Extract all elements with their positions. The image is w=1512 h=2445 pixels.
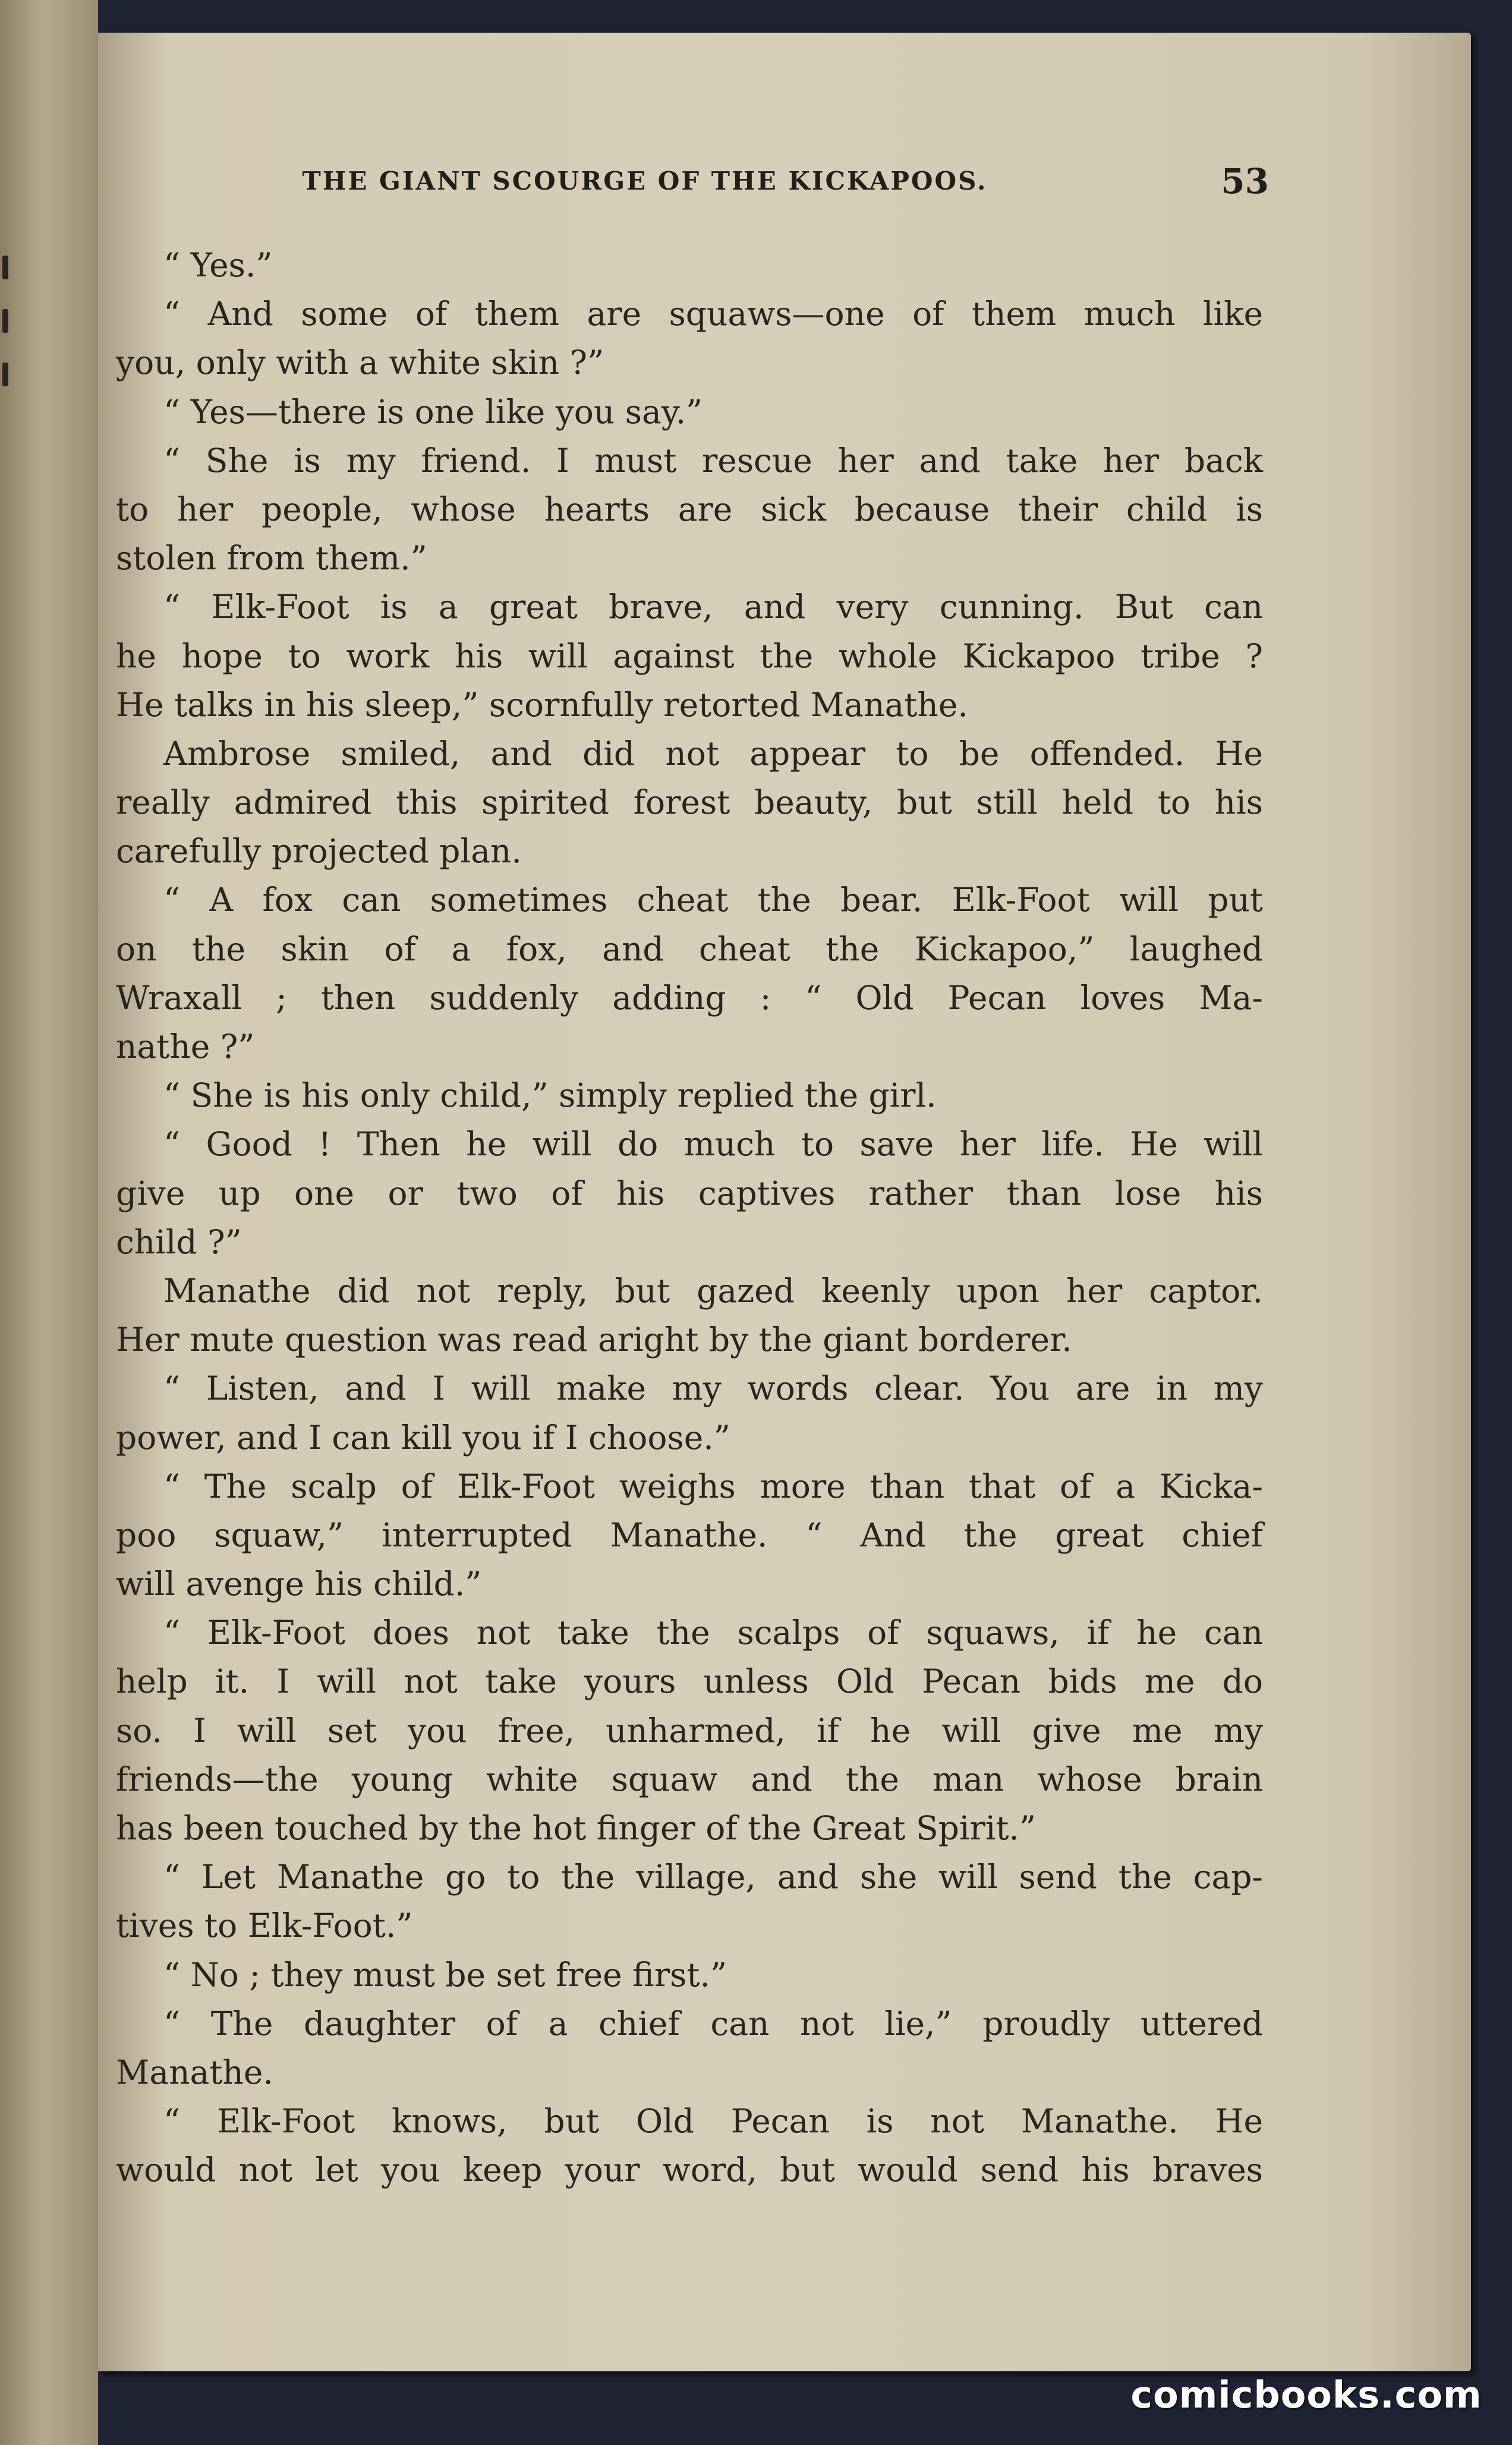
text-line: give up one or two of his captives rather than lose his (116, 1174, 1263, 1212)
facing-page-glyph (2, 363, 8, 386)
facing-page-edge (0, 0, 98, 2445)
text-line: power, and I can kill you if I choose.” (116, 1418, 730, 1457)
text-line: he hope to work his will against the whole Kickapoo tribe ? (116, 637, 1263, 675)
text-line: so. I will set you free, unharmed, if he will give me my (116, 1711, 1263, 1750)
text-line: you, only with a white skin ?” (116, 344, 604, 382)
text-line: child ?” (116, 1222, 242, 1261)
text-line: would not let you keep your word, but would send his braves (116, 2151, 1263, 2189)
text-line: “ She is my friend. I must rescue her and take her back (163, 441, 1263, 480)
text-line: on the skin of a fox, and cheat the Kickapoo,” laughed (116, 930, 1263, 968)
text-line: help it. I will not take yours unless Old Pecan bids me do (116, 1662, 1263, 1701)
page-number: 53 (1221, 161, 1269, 201)
text-line: stolen from them.” (116, 539, 427, 578)
watermark-logo: comicbooks.com (1130, 2373, 1482, 2416)
text-line: “ She is his only child,” simply replied the girl. (163, 1076, 937, 1115)
facing-page-glyph (2, 309, 8, 333)
text-line: Ambrose smiled, and did not appear to be offended. He (163, 734, 1263, 773)
text-line: “ The daughter of a chief can not lie,” proudly uttered (163, 2004, 1263, 2043)
text-line: has been touched by the hot finger of the Great Spirit.” (116, 1809, 1037, 1847)
text-line: He talks in his sleep,” scornfully retorted Manathe. (116, 685, 968, 724)
text-line: “ Listen, and I will make my words clear. You are in my (163, 1369, 1263, 1408)
text-line: “ The scalp of Elk-Foot weighs more than that of a Kicka- (163, 1467, 1263, 1505)
text-line: really admired this spirited forest beauty, but still held to his (116, 783, 1263, 822)
text-line: nathe ?” (116, 1028, 255, 1066)
text-line: “ Yes.” (163, 246, 273, 284)
text-line: carefully projected plan. (116, 832, 522, 871)
text-line: “ No ; they must be set free first.” (163, 1955, 727, 1994)
text-line: will avenge his child.” (116, 1565, 482, 1603)
text-line: Manathe. (116, 2053, 273, 2091)
text-line: “ Good ! Then he will do much to save her life. He will (163, 1125, 1263, 1164)
text-line: friends—the young white squaw and the man whose brain (116, 1760, 1263, 1798)
text-line: “ Elk-Foot does not take the scalps of squaws, if he can (163, 1614, 1263, 1652)
text-line: “ Let Manathe go to the village, and she will send the cap- (163, 1858, 1263, 1896)
text-line: Her mute question was read aright by the giant borderer. (116, 1321, 1072, 1359)
text-line: poo squaw,” interrupted Manathe. “ And the great chief (116, 1515, 1263, 1554)
text-line: “ A fox can sometimes cheat the bear. Elk-Foot will put (163, 881, 1263, 919)
body-text (116, 241, 1263, 2195)
facing-page-glyph (2, 256, 8, 279)
text-line: tives to Elk-Foot.” (116, 1907, 413, 1945)
running-header (199, 160, 1269, 202)
text-line: “ Yes—there is one like you say.” (163, 392, 703, 431)
text-line: “ Elk-Foot is a great brave, and very cunning. But can (163, 588, 1263, 626)
text-line: “ And some of them are squaws—one of them much like (163, 295, 1263, 333)
text-line: “ Elk-Foot knows, but Old Pecan is not Manathe. He (163, 2102, 1263, 2141)
running-title: THE GIANT SCOURGE OF THE KICKAPOOS. (302, 166, 988, 196)
text-line: Manathe did not reply, but gazed keenly upon her captor. (163, 1271, 1263, 1310)
text-line: to her people, whose hearts are sick because their child is (116, 490, 1263, 528)
text-line: Wraxall ; then suddenly adding : “ Old Pecan loves Ma- (116, 978, 1263, 1017)
